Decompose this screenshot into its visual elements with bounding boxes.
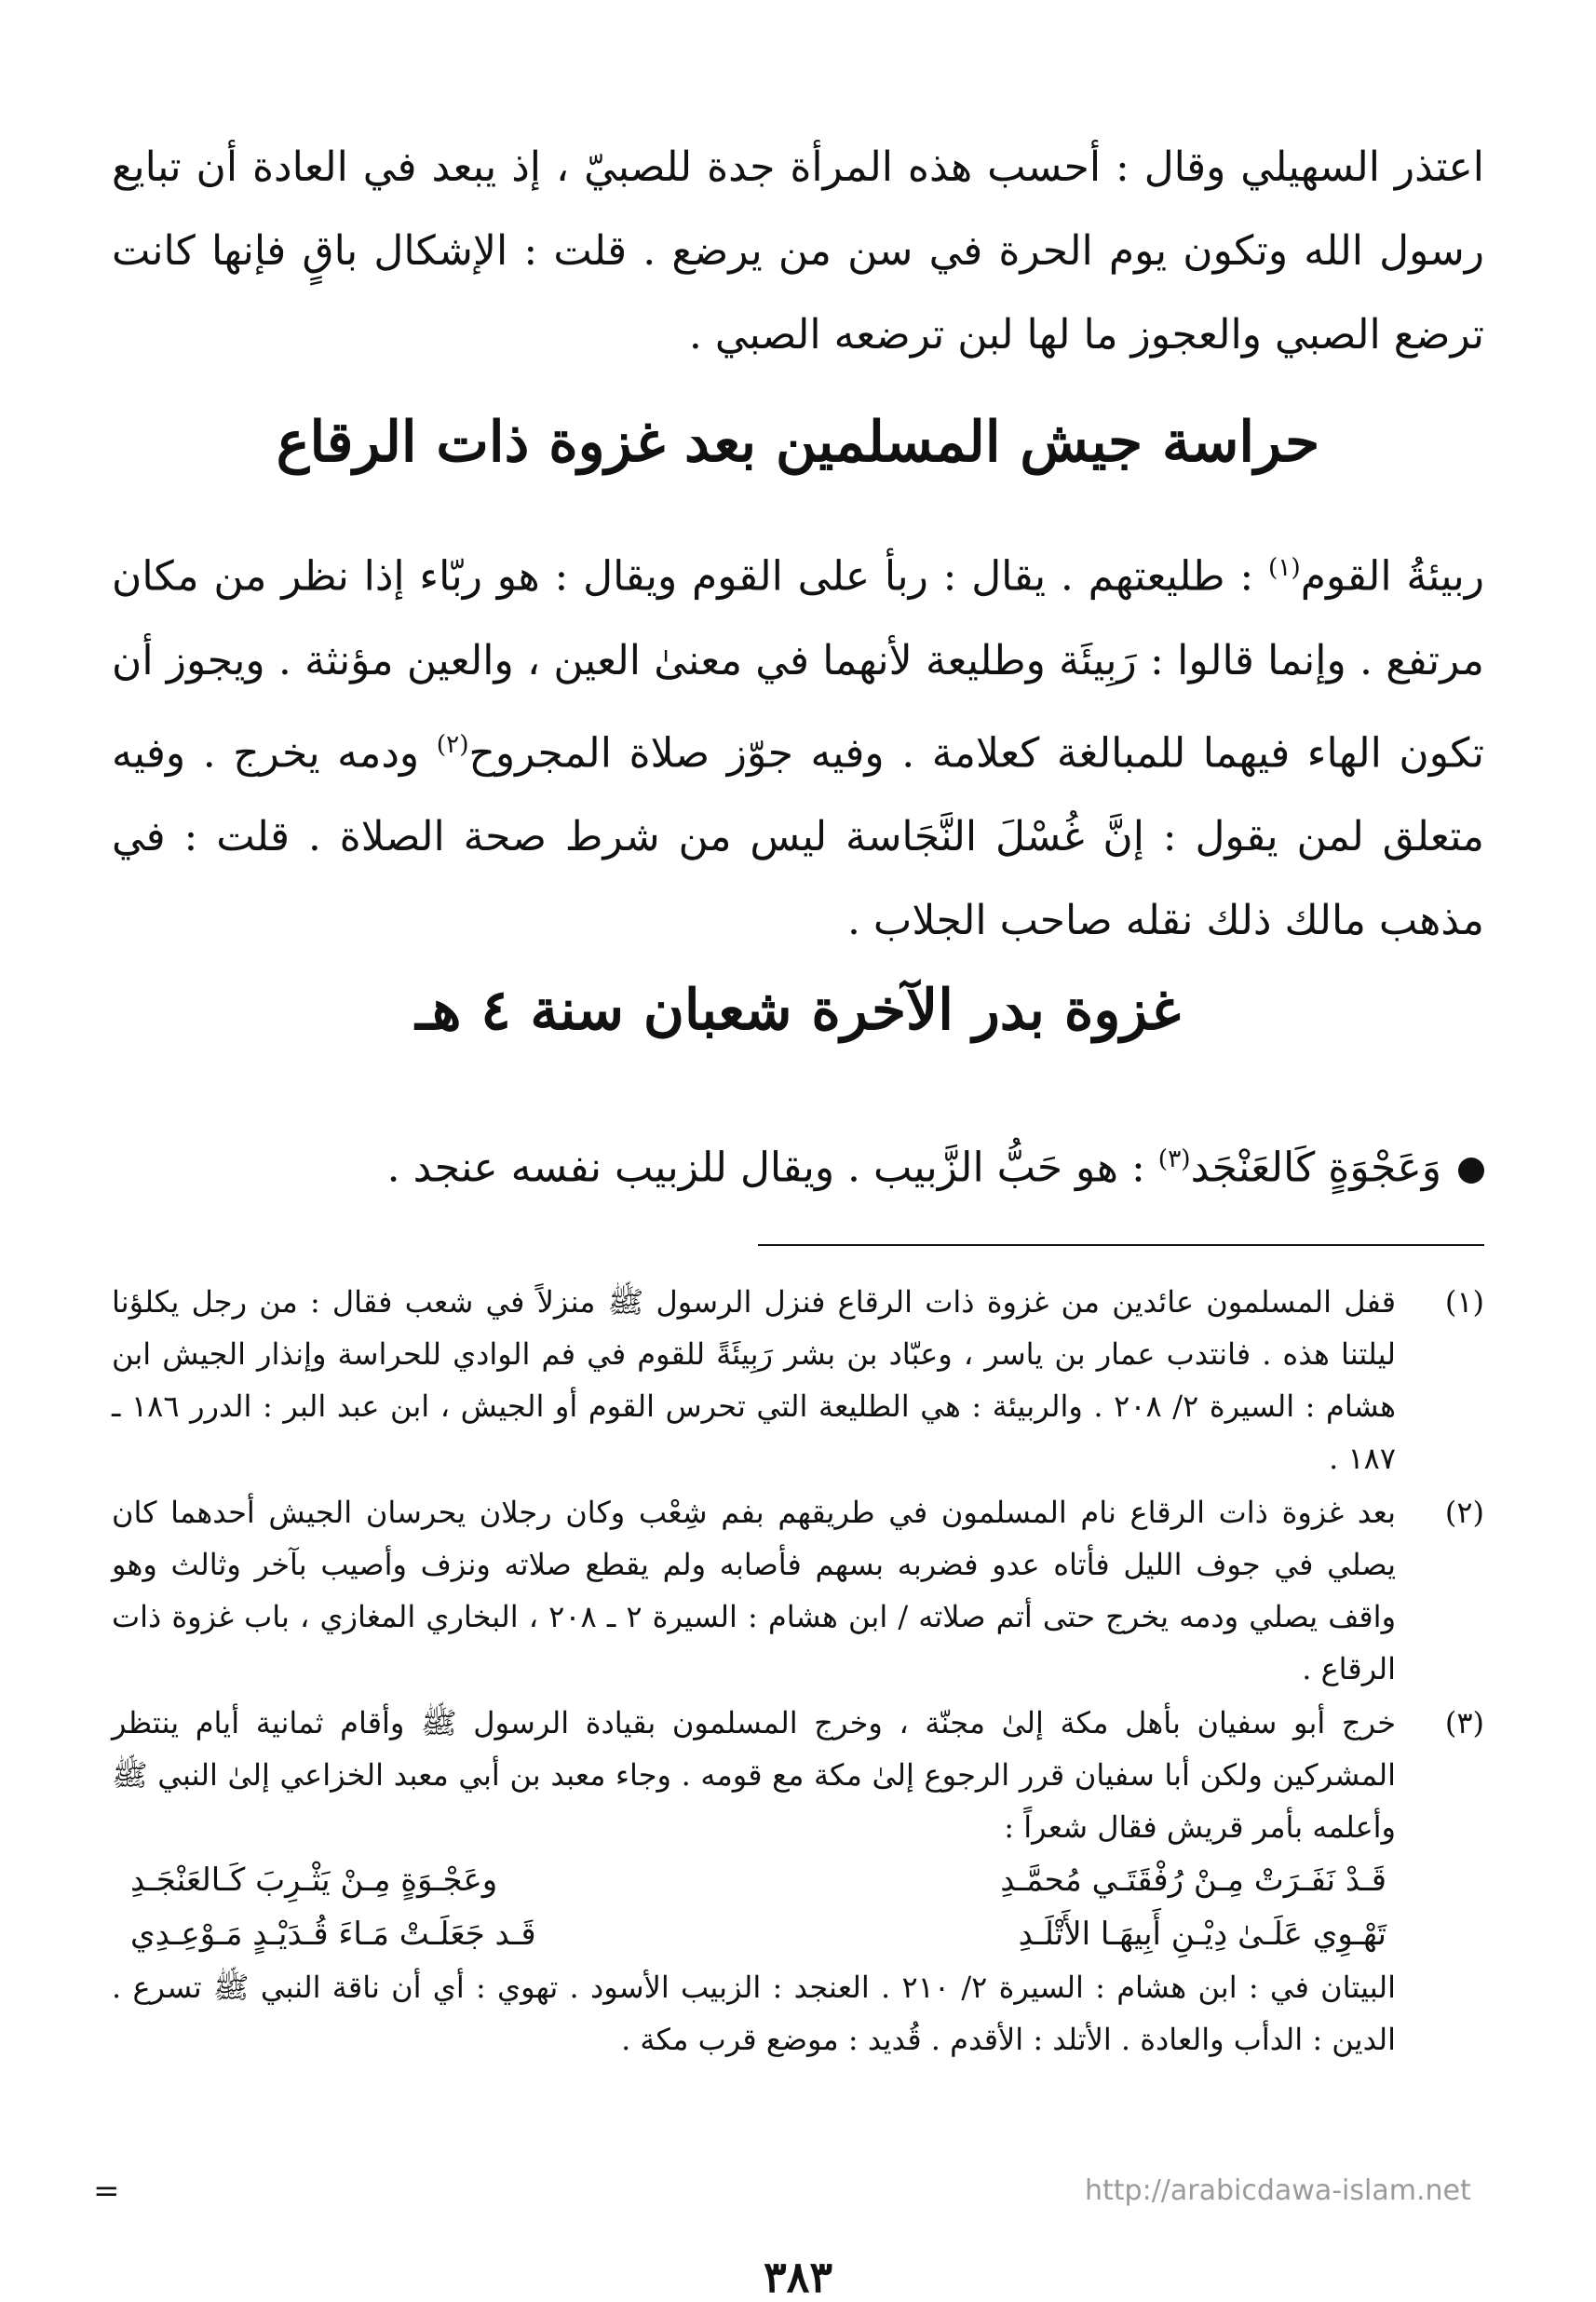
footnote-ref-2[interactable]: (٢) <box>436 729 469 759</box>
footnote-divider <box>758 1244 1484 1246</box>
page <box>112 0 1484 2297</box>
verse-line <box>112 1853 1396 1907</box>
footnote-3 <box>112 1697 1484 2065</box>
section1-text-b: ودمه يخرج . وفيه متعلق لمن يقول : إنَّ غُسْلَ النَّجَاسة ليس من شرط صحة الصلاة . قلت : في مذهب مالك ذلك نقله صاحب الجلاب . <box>112 729 1484 945</box>
footnote-ref-1[interactable]: (١) <box>1267 553 1301 582</box>
section2-text: : هو حَبُّ الزَّبيب . ويقال للزبيب نفسه عنجد . <box>386 1144 1158 1192</box>
bullet-icon <box>1458 1158 1484 1184</box>
intro-paragraph: اعتذر السهيلي وقال : أحسب هذه المرأة جدة للصبيّ ، إذ يبعد في العادة أن تبايع رسول الله وتكون يوم الحرة في سن من يرضع . قلت : الإشكال باقٍ فإنها كانت ترضع الصبي والعجوز ما لها لبن ترضعه الصبي . <box>112 143 1485 359</box>
footnote-ref-3[interactable]: (٣) <box>1157 1144 1191 1173</box>
footnote-number: (١) <box>1444 1284 1484 1320</box>
section-heading-rearguard: حراسة جيش المسلمين بعد غزوة ذات الرقاع <box>276 410 1320 475</box>
footnotes <box>112 1276 1484 2067</box>
footnote-3-continuation: البيتان في : ابن هشام : السيرة ٢/ ٢١٠ . العنجد : الزبيب الأسود . تهوي : أي أن ناقة النبي ﷺ تسرع . الدين : الدأب والعادة . الأتلد : الأقدم . قُديد : موضع قرب مكة . <box>112 1970 1397 2057</box>
glossed-word-ajwa: وَعَجْوَةٍ كَالعَنْجَد <box>1190 1144 1441 1192</box>
section1-text-a: : طليعتهم . يقال : ربأ على القوم ويقال : هو ربّاء إذا نظر من مكان مرتفع . وإنما قالوا : رَبِيئَة وطليعة لأنهما في معنىٰ العين ، والعين مؤنثة . ويجوز أن تكون الهاء فيهما للمبالغة كعلامة . وفيه جوّز صلاة المجروح <box>112 552 1484 778</box>
verse-hemistich-first: تَهْـوِي عَلَـىٰ دِيْـنِ أَبِيهَـا الأَتْلَـدِ <box>1018 1916 1386 1953</box>
verse-hemistich-second: قَـد جَعَلَـتْ مَـاءَ قُـدَيْـدٍ مَـوْعِـدِي <box>130 1916 536 1953</box>
section-heading-badr: غزوة بدر الآخرة شعبان سنة ٤ هـ <box>415 978 1181 1043</box>
section1-paragraph <box>112 526 1484 963</box>
verse-line <box>112 1907 1396 1961</box>
verse-hemistich-first: قَـدْ نَفَـرَتْ مِـنْ رُفْقَتَـي مُحمَّـدِ <box>1000 1862 1386 1899</box>
continuation-mark: = <box>93 2173 120 2210</box>
glossed-word: ربيئةُ القوم <box>1300 552 1484 601</box>
page-number: ٣٨٣ <box>763 2252 833 2302</box>
footnote-text: قفل المسلمون عائدين من غزوة ذات الرقاع فنزل الرسول ﷺ منزلاً في شعب فقال : من رجل يكلؤنا ليلتنا هذه . فانتدب عمار بن ياسر ، وعبّاد بن بشر رَبِيئَةً للقوم في فم الوادي للحراسة وإنذار الجيش ابن هشام : السيرة ٢/ ٢٠٨ . والربيئة : هي الطليعة التي تحرس القوم أو الجيش ، ابن عبد البر : الدرر ١٨٦ ـ ١٨٧ . <box>112 1284 1397 1476</box>
verse-hemistich-second: وعَجْـوَةٍ مِـنْ يَثْـرِبَ كَـالعَنْجَـدِ <box>130 1862 498 1899</box>
footnote-number: (٣) <box>1444 1705 1484 1740</box>
footnote-1 <box>112 1276 1484 1484</box>
watermark: http://arabicdawa-islam.net <box>1085 2174 1471 2207</box>
footnote-text: خرج أبو سفيان بأهل مكة إلىٰ مجنّة ، وخرج المسلمون بقيادة الرسول ﷺ وأقام ثمانية أيام ينتظر المشركين ولكن أبا سفيان قرر الرجوع إلىٰ مكة مع قومه . وجاء معبد بن أبي معبد الخزاعي إلىٰ النبي ﷺ وأعلمه بأمر قريش فقال شعراً : <box>112 1705 1397 1845</box>
section2-paragraph <box>112 1117 1484 1211</box>
footnote-number: (٢) <box>1444 1495 1484 1530</box>
footnote-2 <box>112 1486 1484 1695</box>
footnote-text: بعد غزوة ذات الرقاع نام المسلمون في طريقهم بفم شِعْب وكان رجلان يحرسان الجيش أحدهما كان يصلي في جوف الليل فأتاه عدو فضربه بسهم فأصابه ولم يقطع صلاته ونزف وأصيب بآخر وثالث وهو واقف يصلي ودمه يخرج حتى أتم صلاته / ابن هشام : السيرة ٢ ـ ٢٠٨ ، البخاري المغازي ، باب غزوة ذات الرقاع . <box>112 1495 1397 1686</box>
